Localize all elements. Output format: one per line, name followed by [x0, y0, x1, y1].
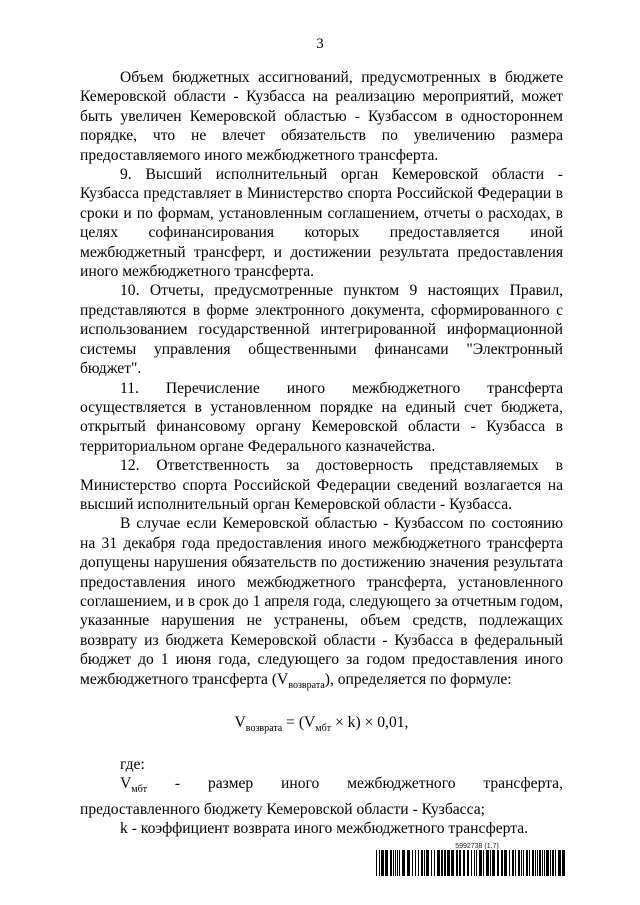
- barcode-bar: [552, 850, 554, 876]
- barcode-bar: [376, 850, 377, 876]
- definition-symbol: k: [120, 819, 128, 837]
- barcode-bar: [521, 850, 522, 876]
- barcode-bar: [399, 850, 400, 876]
- paragraph: Объем бюджетных ассигнований, предусмотренных в бюджете Кемеровской области - Кузбасса на реализацию мероприятий, может быть увеличен Кемеровской областью - Кузбассом в одностороннем порядке, что не влечет обязательств по увеличению размера предоставляемого иного межбюджетного трансферта.: [80, 69, 563, 164]
- barcode-bar: [486, 850, 489, 876]
- subscript: возврата: [288, 679, 325, 691]
- barcode-bar: [434, 850, 435, 876]
- barcode-bar: [407, 850, 410, 876]
- formula-lhs: V: [234, 714, 246, 732]
- barcode-bar: [437, 850, 440, 876]
- barcode-bar: [558, 850, 561, 876]
- barcode-bar: [474, 850, 475, 876]
- definition-symbol: V: [120, 775, 132, 793]
- barcode-bar: [447, 850, 450, 876]
- definition-text: - коэффициент возврата иного межбюджетного трансферта.: [127, 819, 529, 837]
- barcode-bar: [509, 850, 510, 876]
- barcode-bar: [431, 850, 432, 876]
- barcode-bar: [418, 850, 419, 876]
- barcode-bar: [523, 850, 524, 876]
- barcode-bar: [426, 850, 429, 876]
- barcode-bar: [526, 850, 528, 876]
- barcode-bar: [537, 850, 538, 876]
- barcode-bar: [381, 850, 384, 876]
- formula-mid-subscript: мбт: [315, 723, 332, 735]
- barcode-bar: [397, 850, 398, 876]
- definition-text: - размер иного межбюджетного трансферта, предоставленного бюджету Кемеровской области - Кузбасса;: [80, 775, 563, 818]
- formula-rhs: × k) × 0,01,: [331, 714, 409, 732]
- barcode-bar: [415, 850, 416, 876]
- barcode-bar: [515, 850, 516, 876]
- barcode-bar: [497, 850, 499, 876]
- barcode-bar: [492, 850, 495, 876]
- barcode-bar: [490, 850, 491, 876]
- barcode-bar: [463, 850, 465, 876]
- barcode-bar: [550, 850, 551, 876]
- formula-mid: = (V: [282, 714, 316, 732]
- barcode-bar: [501, 850, 503, 876]
- barcode-bar: [402, 850, 405, 876]
- barcode-bar: [544, 850, 545, 876]
- barcode-bar: [459, 850, 461, 876]
- barcode-bar: [483, 850, 484, 876]
- paragraph: 12. Ответственность за достоверность представляемых в Министерство спорта Российской Федерации сведений возлагается на высший исполнительный орган Кемеровской области - Кузбасса.: [80, 457, 563, 513]
- barcode-label: 5992738 (1.7): [455, 843, 499, 850]
- barcode-bar: [395, 850, 396, 876]
- barcode-bar: [412, 850, 413, 876]
- barcode-bar: [476, 850, 477, 876]
- paragraph: 11. Перечисление иного межбюджетного трансферта осуществляется в установленном порядке на единый счет бюджета, открытый финансовому органу Кемеровской области - Кузбасса в территориальном органе Федерального казначейства.: [80, 379, 563, 455]
- barcode-bar: [562, 850, 565, 876]
- where-label: где:: [120, 755, 145, 773]
- barcode-graphic: [376, 850, 568, 876]
- paragraph-tail: ), определяется по формуле:: [324, 670, 512, 688]
- barcode-bar: [456, 850, 458, 876]
- barcode: [376, 843, 568, 876]
- barcode-bar: [546, 850, 549, 876]
- definition-vmbt: [80, 774, 563, 819]
- barcode-bar: [385, 850, 388, 876]
- barcode-bar: [471, 850, 472, 876]
- barcode-bar: [542, 850, 543, 876]
- barcode-bar: [421, 850, 423, 876]
- paragraph: 9. Высший исполнительный орган Кемеровской области - Кузбасса представляет в Министерство спорта Российской Федерации в сроки и по формам, установленным соглашением, отчеты о расходах, в целях софинансирования которых предоставляется иной межбюджетный трансферт, и достижении результата предоставления иного межбюджетного трансферта.: [80, 166, 563, 281]
- barcode-bar: [512, 850, 514, 876]
- definition-subscript: мбт: [131, 784, 148, 796]
- barcode-bar: [479, 850, 482, 876]
- barcode-bar: [555, 850, 556, 876]
- page-number: 3: [316, 36, 324, 52]
- barcode-bar: [393, 850, 394, 876]
- definition-k: [80, 819, 563, 838]
- paragraph: 10. Отчеты, предусмотренные пунктом 9 настоящих Правил, представляются в форме электронного документа, сформированного с использованием государственной интегрированной информационной системы управления общественными финансами "Электронный бюджет".: [80, 282, 563, 378]
- formula: [80, 713, 563, 739]
- barcode-bar: [535, 850, 536, 876]
- barcode-bar: [529, 850, 530, 876]
- barcode-bar: [424, 850, 425, 876]
- paragraph-return-rule: [80, 514, 563, 695]
- paragraph-text: В случае если Кемеровской областью - Кузбассом по состоянию на 31 декабря года предоставления иного межбюджетного трансферта допущены нарушения обязательств по достижению значения результата предоставления иного межбюджетного трансферта, установленного соглашением, и в срок до 1 апреля года, следующего за отчетным годом, указанные нарушения не устранены, объем средств, подлежащих возврату из бюджета Кемеровской области - Кузбасса в федеральный бюджет до 1 июня года, следующего за годом предоставления иного межбюджетного трансферта (V: [80, 515, 563, 688]
- barcode-bar: [518, 850, 520, 876]
- formula-lhs-subscript: возврата: [245, 723, 283, 735]
- barcode-bar: [539, 850, 541, 876]
- barcode-bar: [390, 850, 392, 876]
- barcode-bar: [444, 850, 446, 876]
- barcode-bar: [441, 850, 443, 876]
- barcode-bar: [532, 850, 534, 876]
- barcode-bar: [451, 850, 454, 876]
- document-body: [80, 68, 563, 838]
- barcode-bar: [379, 850, 380, 876]
- barcode-bar: [504, 850, 507, 876]
- barcode-bar: [467, 850, 469, 876]
